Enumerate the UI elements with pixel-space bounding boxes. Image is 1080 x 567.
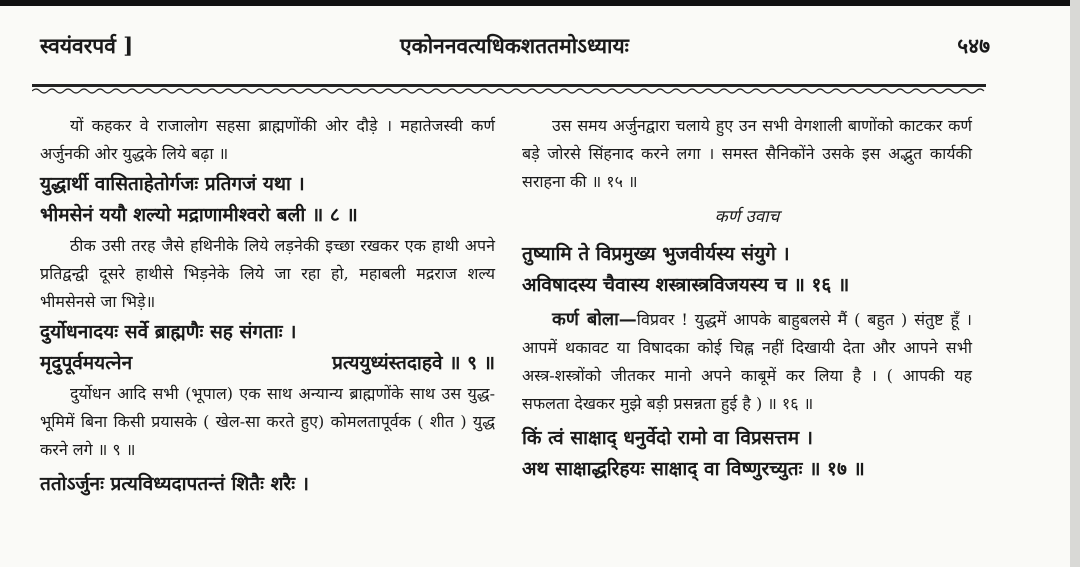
speaker-label: कर्ण बोला— — [552, 309, 637, 330]
translation-paragraph: दुर्योधन आदि सभी (भूपाल) एक साथ अन्यान्य ब्राह्मणोंके साथ उस युद्ध-भूमिमें बिना किसी प्रयासके ( खेल-सा करते हुए) कोमलतापूर्वक ( शीत ) युद्ध करने लगे ॥ ९ ॥ — [40, 384, 495, 459]
chapter-title: एकोननवत्यधिकशततमोऽध्यायः — [400, 33, 629, 58]
translation-paragraph — [522, 306, 972, 418]
translation-paragraph: उस समय अर्जुनद्वारा चलाये हुए उन सभी वेगशाली बाणोंको काटकर कर्ण बड़े जोरसे सिंहनाद करने लगा । समस्त सैनिकोंने उसके इस अद्भुत कार्यकी सराहना की ॥ १५ ॥ — [522, 116, 972, 191]
verse-line: तुष्यामि ते विप्रमुख्य भुजवीर्यस्य संयुगे । — [522, 243, 790, 265]
speaker-heading: कर्ण उवाच — [714, 207, 780, 227]
translation-paragraph: यों कहकर वे राजालोग सहसा ब्राह्मणोंकी ओर दौड़े । महातेजस्वी कर्ण अर्जुनकी ओर युद्धके लिये बढ़ा ॥ — [40, 116, 495, 163]
verse-line: ततोऽर्जुनः प्रत्यविध्यदापतन्तं शितैः शरैः । — [40, 473, 309, 495]
page-top-edge — [0, 0, 1080, 6]
verse-line: युद्धार्थी वासिताहेतोर्गजः प्रतिगजं यथा । — [40, 173, 305, 195]
right-column — [522, 112, 972, 486]
header-wavy-rule — [32, 87, 986, 95]
verse-line: भीमसेनं ययौ शल्यो मद्राणामीश्वरो बली ॥ ८ ॥ — [40, 204, 358, 226]
translation-text: विप्रवर ! युद्धमें आपके बाहुबलसे मैं ( बहुत ) संतुष्ट हूँ । आपमें थकावट या विषादका कोई चिह्न नहीं दिखायी देता और आपने सभी अस्त्र-शस्त्रोंको जीतकर मानो अपने काबूमें कर लिया है । ( आपकी यह सफलता देखकर मुझे बड़ी प्रसन्नता हुई है ) ॥ १६ ॥ — [522, 310, 972, 413]
verse-line-part: मृदुपूर्वमयत्नेन — [40, 352, 133, 374]
verse-line: किं त्वं साक्षाद् धनुर्वेदो रामो वा विप्रसत्तम । — [522, 427, 813, 449]
verse-line-part: प्रत्ययुध्यंस्तदाहवे ॥ ९ ॥ — [332, 352, 495, 374]
page-number: ५४७ — [957, 33, 990, 58]
verse-line: अविषादस्य चैवास्य शस्त्रास्त्रविजयस्य च ॥ १६ ॥ — [522, 274, 850, 296]
left-column — [40, 112, 495, 501]
verse-line: दुर्योधनादयः सर्वे ब्राह्मणैः सह संगताः । — [40, 321, 297, 343]
section-title: स्वयंवरपर्व ] — [40, 33, 134, 58]
verse-line — [40, 349, 495, 378]
translation-paragraph: ठीक उसी तरह जैसे हथिनीके लिये लड़नेकी इच्छा रखकर एक हाथी अपने प्रतिद्वन्द्वी दूसरे हाथीसे भिड़नेके लिये जा रहा हो, महाबली मद्रराज शल्य भीमसेनसे जा भिड़े॥ — [40, 236, 495, 311]
page-header — [40, 32, 990, 68]
page-right-edge — [1070, 0, 1080, 567]
verse-line: अथ साक्षाद्धरिहयः साक्षाद् वा विष्णुरच्युतः ॥ १७ ॥ — [522, 458, 865, 480]
